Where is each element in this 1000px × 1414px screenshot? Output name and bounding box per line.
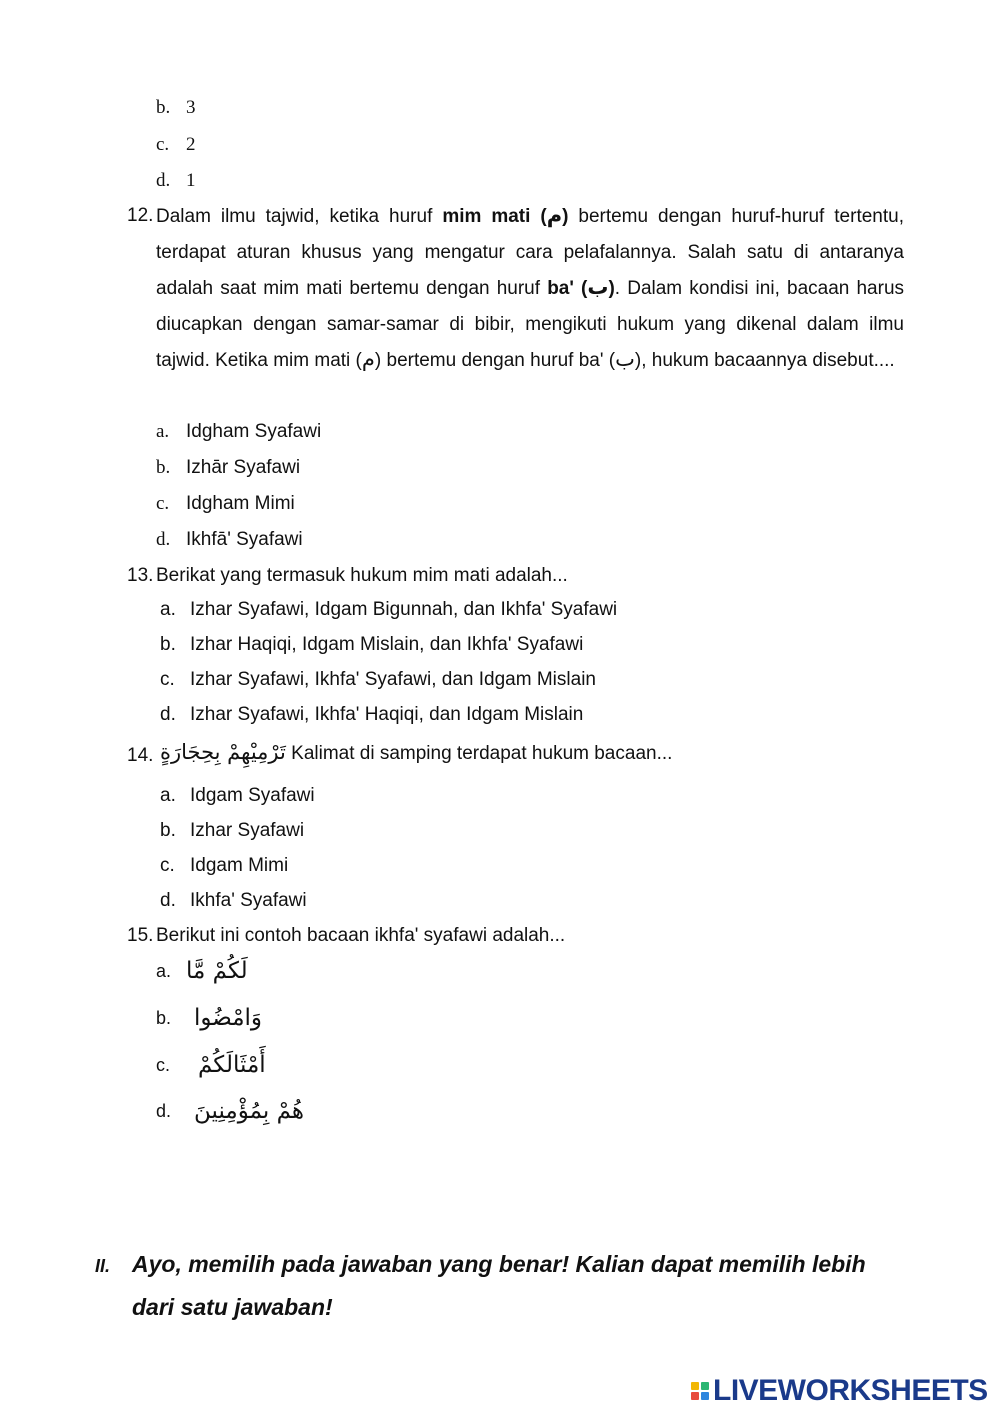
q14-arabic-text: تَرْمِيْهِمْ بِحِجَارَةٍ (160, 740, 286, 764)
q13-question: Berikat yang termasuk hukum mim mati adalah... (156, 565, 568, 586)
q13-option-a[interactable]: a. Izhar Syafawi, Idgam Bigunnah, dan Ikhfa' Syafawi (160, 599, 618, 620)
q12-option-a[interactable]: a. Idgham Syafawi (156, 421, 322, 442)
q11-option-b: b. 3 (156, 97, 196, 118)
section-2-numeral: II. (95, 1256, 111, 1276)
liveworksheets-logo[interactable] (691, 1374, 988, 1408)
q14-number: 14. (127, 745, 154, 766)
q12-number: 12. (127, 205, 154, 226)
q14-option-b[interactable]: b. Izhar Syafawi (160, 820, 305, 841)
q14-question (160, 740, 672, 765)
q15-option-b[interactable]: b. وَامْضُوا (156, 1005, 263, 1031)
q14-option-a[interactable]: a. Idgam Syafawi (160, 785, 315, 806)
q13-option-c[interactable]: c. Izhar Syafawi, Ikhfa' Syafawi, dan Idgam Mislain (160, 669, 596, 690)
q15-option-d[interactable]: d. هُمْ بِمُؤْمِنِينَ (156, 1098, 305, 1124)
q15-option-c[interactable]: c. أَمْثَالَكُمْ (156, 1052, 266, 1078)
q11-option-c: c. 2 (156, 134, 196, 155)
logo-text: LIVEWORKSHEETS (713, 1374, 988, 1407)
q14-option-c[interactable]: c. Idgam Mimi (160, 855, 289, 876)
q14-question-text: Kalimat di samping terdapat hukum bacaan... (291, 743, 673, 764)
q15-option-a[interactable]: a. لَكُمْ مَّا (156, 958, 248, 984)
q13-option-b[interactable]: b. Izhar Haqiqi, Idgam Mislain, dan Ikhfa' Syafawi (160, 634, 584, 655)
q13-option-d[interactable]: d. Izhar Syafawi, Ikhfa' Haqiqi, dan Idgam Mislain (160, 704, 584, 725)
section-2-line-1: Ayo, memilih pada jawaban yang benar! Kalian dapat memilih lebih (132, 1251, 866, 1277)
q11-option-d: d. 1 (156, 170, 196, 191)
logo-grid-icon (691, 1382, 709, 1400)
section-2-line-2: dari satu jawaban! (132, 1294, 333, 1320)
q14-option-d[interactable]: d. Ikhfa' Syafawi (160, 890, 307, 911)
q12-option-d[interactable]: d. Ikhfā' Syafawi (156, 529, 303, 550)
q12-question: Dalam ilmu tajwid, ketika huruf mim mati (م) bertemu dengan huruf-huruf tertentu, terdapat aturan khusus yang mengatur cara pelafalannya. Salah satu di antaranya adalah saat mim mati bertemu dengan huruf ba' (ب). Dalam kondisi ini, bacaan harus diucapkan dengan samar-samar di bibir, mengikuti hukum yang dikenal dalam ilmu tajwid. Ketika mim mati (م) bertemu dengan huruf ba' (ب), hukum bacaannya disebut.... (156, 203, 905, 371)
q15-number: 15. (127, 925, 154, 946)
q13-number: 13. (127, 565, 154, 586)
section-2-heading (95, 1244, 915, 1328)
q12-option-b[interactable]: b. Izhār Syafawi (156, 457, 301, 478)
q15-question: Berikut ini contoh bacaan ikhfa' syafawi adalah... (156, 925, 566, 946)
q12-option-c[interactable]: c. Idgham Mimi (156, 493, 295, 514)
